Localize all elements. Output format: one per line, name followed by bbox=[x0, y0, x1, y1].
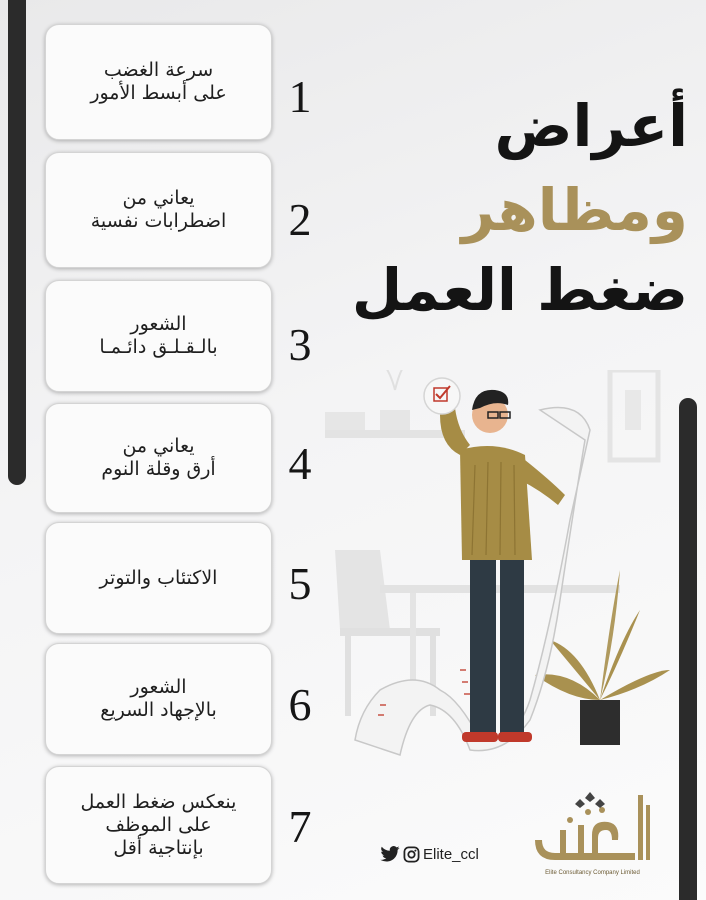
symptom-number: 3 bbox=[288, 319, 312, 370]
symptom-card-4 bbox=[45, 403, 272, 513]
handle-text: Elite_ccl bbox=[423, 845, 479, 863]
left-decor-bar bbox=[8, 0, 26, 485]
twitter-icon bbox=[380, 846, 400, 862]
symptom-text: يعاني من أرق وقلة النوم bbox=[101, 435, 216, 480]
symptom-text: سرعة الغضب على أبسط الأمور bbox=[90, 59, 227, 104]
symptom-number: 1 bbox=[288, 71, 312, 122]
symptom-text: الشعور بالإجهاد السريع bbox=[100, 676, 217, 721]
symptom-number: 2 bbox=[288, 194, 312, 245]
symptom-card-3 bbox=[45, 280, 272, 392]
symptom-text: الشعور بالـقـلـق دائـمـا bbox=[99, 313, 218, 358]
symptom-text: ينعكس ضغط العمل على الموظف بإنتاجية أقل bbox=[80, 790, 237, 859]
stressed-worker-illustration bbox=[320, 370, 680, 770]
symptom-text: الاكتئاب والتوتر bbox=[99, 566, 218, 589]
instagram-icon bbox=[403, 846, 420, 863]
title-line-1: أعراض bbox=[494, 92, 688, 160]
elite-logo-mark bbox=[530, 790, 655, 870]
symptom-card-7 bbox=[45, 766, 272, 884]
logo-subtitle-en: Elite Consultancy Company Limited bbox=[545, 870, 640, 876]
symptom-text: يعاني من اضطرابات نفسية bbox=[90, 187, 227, 232]
symptom-number: 6 bbox=[288, 679, 312, 730]
symptom-card-2 bbox=[45, 152, 272, 268]
symptom-card-1 bbox=[45, 24, 272, 140]
social-handle bbox=[380, 842, 479, 866]
symptom-number: 5 bbox=[288, 558, 312, 609]
title-line-3: ضغط العمل bbox=[351, 256, 688, 324]
symptom-number: 7 bbox=[288, 801, 312, 852]
right-decor-bar bbox=[679, 398, 697, 900]
symptom-number: 4 bbox=[288, 438, 312, 489]
title-line-2: ومظاهر bbox=[461, 176, 688, 244]
symptom-card-5 bbox=[45, 522, 272, 634]
elite-logo bbox=[530, 790, 655, 885]
symptom-card-6 bbox=[45, 643, 272, 755]
